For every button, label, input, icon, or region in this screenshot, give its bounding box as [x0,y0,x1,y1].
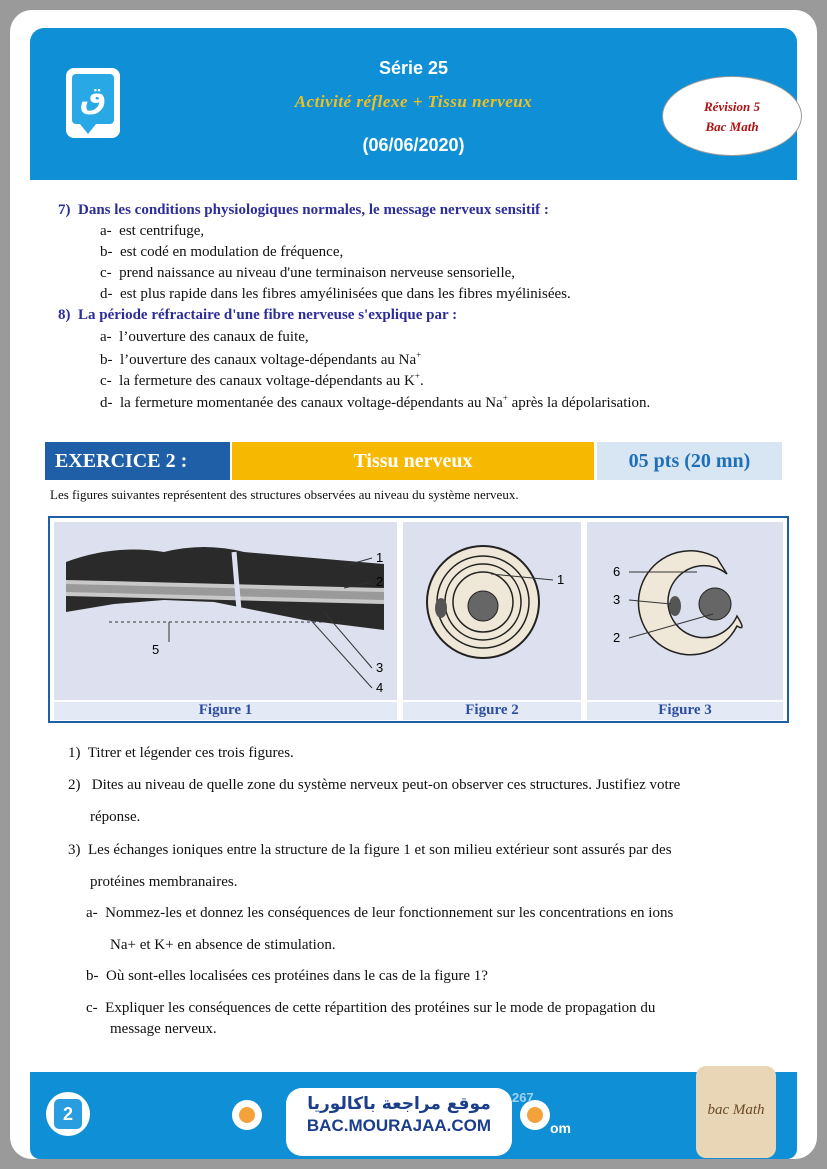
figure-3-image [587,522,783,700]
revision-section: Bac Math [705,119,759,134]
exercise-intro: Les figures suivantes représentent des structures observées au niveau du système nerveux. [50,487,519,502]
site-mini-logo-left [232,1100,262,1130]
fig1-callout-4: 4 [376,680,384,695]
question-7: 7) Dans les conditions physiologiques normales, le message nerveux sensitif : [58,202,549,218]
exercise-item-3: 3) Les échanges ioniques entre la structure de la figure 1 et son milieu extérieur sont assurés par des protéines membranaires. [68,842,672,890]
fig1-callout-5: 5 [152,642,160,657]
footer-partial-number: 267 [512,1090,534,1105]
qaf-logo-icon: ق [66,68,120,138]
series-subtitle: Activité réflexe + Tissu nerveux [294,92,533,111]
exercise-title: EXERCICE 2 : [45,442,230,480]
site-arabic-name: موقع مراجعة باكالوريا [307,1094,491,1114]
fig3-callout-3: 3 [613,592,621,607]
exercise-item-3a: a- Nommez-les et donnez les conséquences de leur fonctionnement sur les concentrations en ions Na+ et K+ en absence de stimulation. [86,905,674,953]
exercise-topic: Tissu nerveux [232,442,594,480]
footer-partial-text: om [550,1120,571,1136]
q8-option-d: d- la fermeture momentanée des canaux voltage-dépendants au Na+ après la dépolarisation. [100,393,651,411]
bac-math-badge [696,1066,776,1158]
series-title: Série 25 [378,58,449,78]
fig1-callout-3: 3 [376,660,384,675]
revision-badge [662,76,802,156]
figure-1-label: Figure 1 [54,702,397,720]
question-8: 8) La période réfractaire d'une fibre nerveuse s'explique par : [58,307,458,323]
exercise-item-3b: b- Où sont-elles localisées ces protéines dans le cas de la figure 1? [86,968,488,984]
q7-option-b: b- est codé en modulation de fréquence, [100,244,344,260]
bac-math-label: bac Math [707,1102,765,1118]
fig1-callout-2: 2 [376,574,384,589]
figure-3-label: Figure 3 [587,702,783,720]
page-number: 2 [54,1099,82,1129]
exercise-item-3c: c- Expliquer les conséquences de cette répartition des protéines sur le mode de propagation du message nerveux. [86,1000,656,1037]
revision-label: Révision 5 [704,99,760,114]
exercise-item-2: 2) Dites au niveau de quelle zone du système nerveux peut-on observer ces structures. Justifiez votre réponse. [68,777,681,825]
fig2-callout-1: 1 [557,572,565,587]
q8-option-c: c- la fermeture des canaux voltage-dépendants au K+. [100,371,424,389]
series-date: (06/06/2020) [362,135,465,155]
page [10,10,817,1159]
q8-option-a: a- l’ouverture des canaux de fuite, [100,329,309,345]
fig3-callout-2: 2 [613,630,621,645]
header-banner [30,28,797,180]
exercise-item-1: 1) Titrer et légender ces trois figures. [68,745,294,761]
q8-option-b: b- l’ouverture des canaux voltage-dépendants au Na+ [100,350,422,368]
q7-option-d: d- est plus rapide dans les fibres amyélinisées que dans les fibres myélinisées. [100,286,571,302]
fig1-callout-1: 1 [376,550,384,565]
figure-2-image [403,522,581,700]
page-number-badge [46,1092,90,1136]
figures-panel [48,516,789,723]
figure-1-image [54,522,397,700]
q7-option-a: a- est centrifuge, [100,223,205,239]
q7-option-c: c- prend naissance au niveau d'une terminaison nerveuse sensorielle, [100,265,516,281]
site-link[interactable] [286,1088,512,1156]
exercise-points: 05 pts (20 mn) [597,442,782,480]
site-url: BAC.MOURAJAA.COM [306,1116,492,1135]
fig3-callout-6: 6 [613,564,621,579]
figure-2-label: Figure 2 [403,702,581,720]
